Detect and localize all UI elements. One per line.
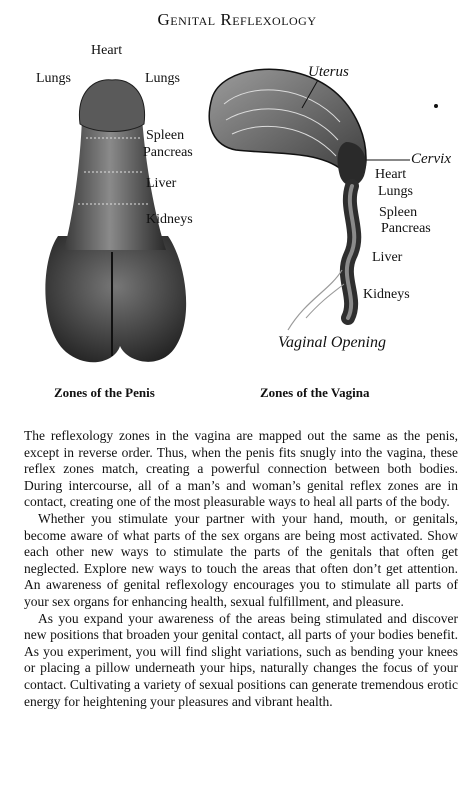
label-lungs-vagina: Lungs bbox=[378, 184, 413, 199]
vaginal-wall bbox=[288, 270, 342, 330]
label-heart-vagina: Heart bbox=[375, 167, 407, 182]
label-liver-penis: Liver bbox=[146, 176, 177, 191]
body-paragraph: The reflexology zones in the vagina are mapped out the same as the penis, except in reverse order. Thus, when the penis fits snugly into the vagina, these reflex zones match, creating a powerful connection between both bodies. During intercourse, all of a man’s and woman’s genital reflex zones are in contact, creating one of the most pleasurable ways to heal all parts of the body. bbox=[24, 428, 458, 510]
body-paragraph: As you expand your awareness of the areas being stimulated and discover new positions that broaden your genital contact, all parts of your bodies benefit. As you experiment, you will find slight variations, such as bending your knees or placing a pillow underneath your hips, naturally changes the focus of your contact. Cultivating a variety of sexual positions can generate tremendous erotic energy for heightening your pleasures and vibrant health. bbox=[24, 610, 458, 709]
marker-dot bbox=[434, 104, 438, 108]
caption-vagina: Zones of the Vagina bbox=[260, 385, 370, 400]
label-lungs-right: Lungs bbox=[145, 71, 180, 86]
body-paragraph: Whether you stimulate your partner with your hand, mouth, or genitals, become aware of what parts of the sex organs are being most activated. Show each other new ways to stimulate the parts of the genitals that often get neglected. Explore new ways to touch the areas that often don’t get attention. An awareness of genital reflexology encourages you to stimulate all parts of your sex organs for enhancing health, sexual fulfillment, and pleasure. bbox=[24, 510, 458, 609]
glans-shape bbox=[79, 80, 144, 132]
caption-penis: Zones of the Penis bbox=[54, 385, 155, 400]
label-liver-vagina: Liver bbox=[372, 250, 403, 265]
label-spleen-penis: Spleen bbox=[146, 128, 185, 143]
scrotum-shape bbox=[45, 236, 186, 362]
label-kidneys-penis: Kidneys bbox=[146, 212, 193, 227]
label-kidneys-vagina: Kidneys bbox=[363, 287, 410, 302]
label-pancreas-penis: Pancreas bbox=[143, 145, 193, 160]
label-spleen-vagina: Spleen bbox=[379, 205, 418, 220]
body-text bbox=[24, 428, 458, 710]
label-cervix: Cervix bbox=[411, 151, 451, 167]
label-pancreas-vagina: Pancreas bbox=[381, 221, 431, 236]
label-lungs-left: Lungs bbox=[36, 71, 71, 86]
label-vaginal-opening: Vaginal Opening bbox=[278, 334, 386, 351]
label-uterus: Uterus bbox=[308, 64, 349, 80]
page-title: Genital Reflexology bbox=[157, 10, 317, 29]
label-heart-penis: Heart bbox=[91, 43, 123, 58]
